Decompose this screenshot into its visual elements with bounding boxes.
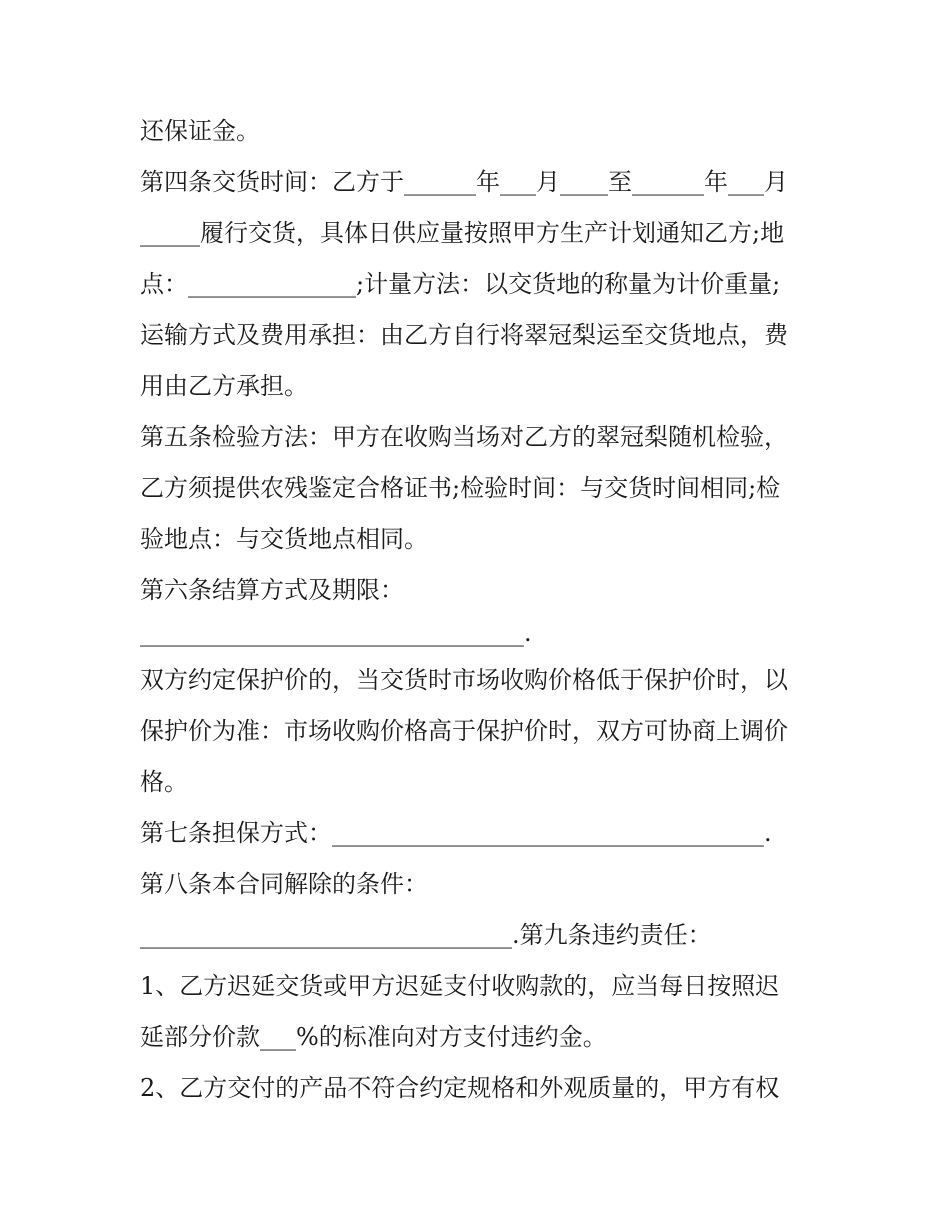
text-line: _____履行交货，具体日供应量按照甲方生产计划通知乙方;地 (140, 219, 785, 247)
text-line: 第六条结算方式及期限： (140, 576, 404, 604)
text-line: 第八条本合同解除的条件： (140, 870, 428, 898)
text-line: 2、乙方交付的产品不符合约定规格和外观质量的，甲方有权 (140, 1074, 780, 1102)
text-line: ________________________________. (140, 619, 532, 647)
text-line: 运输方式及费用承担：由乙方自行将翠冠梨运至交货地点，费 (140, 321, 788, 349)
text-line: 保护价为准：市场收购价格高于保护价时，双方可协商上调价 (140, 717, 788, 745)
text-line: 点：______________;计量方法：以交货地的称量为计价重量; (140, 270, 781, 298)
text-line: 第七条担保方式：____________________________________. (140, 819, 772, 847)
text-line: 乙方须提供农残鉴定合格证书;检验时间：与交货时间相同;检 (140, 474, 781, 502)
text-line: 第四条交货时间：乙方于______年___月____至______年___月 (140, 168, 788, 196)
text-line: 用由乙方承担。 (140, 372, 308, 400)
text-line: 第五条检验方法：甲方在收购当场对乙方的翠冠梨随机检验， (140, 423, 788, 451)
text-line: 双方约定保护价的，当交货时市场收购价格低于保护价时，以 (140, 666, 788, 694)
text-line: 1、乙方迟延交货或甲方迟延支付收购款的，应当每日按照迟 (140, 972, 780, 1000)
text-line: 延部分价款___%的标准向对方支付违约金。 (140, 1023, 607, 1051)
text-line: _______________________________.第九条违约责任： (140, 921, 712, 949)
text-line: 格。 (140, 768, 188, 796)
text-line: 还保证金。 (140, 117, 260, 145)
text-line: 验地点：与交货地点相同。 (140, 525, 428, 553)
